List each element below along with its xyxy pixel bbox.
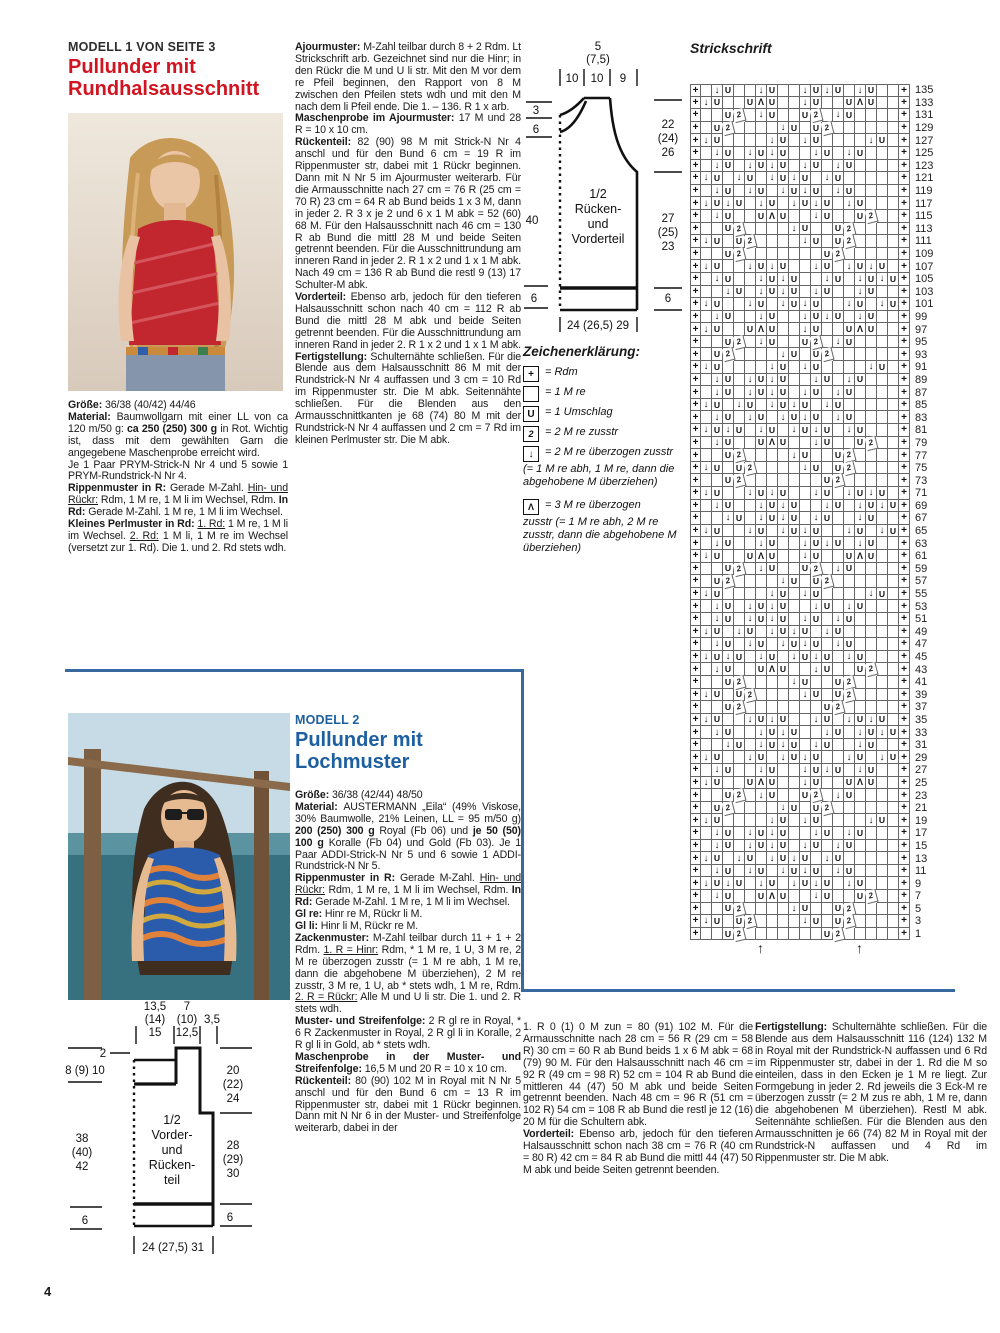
chart-row-number: 25 — [915, 776, 928, 789]
divider-rule-top — [65, 669, 523, 672]
svg-text:24: 24 — [226, 1093, 240, 1105]
chart-row-number: 5 — [915, 902, 922, 915]
model1-photo — [68, 113, 283, 391]
paragraph: Gl li: Hinr li M, Rückr re M. — [295, 919, 419, 932]
paragraph: Ajourmuster: M-Zahl teilbar durch 8 + 2 Rdm. Lt Strickschrift arb. Gezeichnet sind nur die Hinr; in den Rückr die M und U li str. Mit den M vor dem re Pfeil beginnen, den Rapport von 8 M zwischen den Pfeilen stets wdh und mit den M nach dem li Pfeil ende. Die 1. – 136. R 1 x arb. — [295, 41, 521, 113]
paragraph: Maschenprobe im Ajourmuster: 17 M und 28 R = 10 x 10 cm. — [295, 112, 521, 137]
svg-text:teil: teil — [164, 1173, 180, 1187]
chart-row-number: 17 — [915, 827, 928, 840]
paragraph: Maschenprobe in der Muster- und Streifenfolge: 16,5 M und 20 R = 10 x 10 cm. — [295, 1050, 521, 1075]
svg-text:12,5: 12,5 — [175, 1027, 199, 1039]
paragraph: Vorderteil: Ebenso arb, jedoch für den tieferen Halsausschnitt schon nach 38 cm = 76 R (40 cm = 80 R) 42 cm = 84 R ab Bund die mittl 44 (47) 50 M abk und beide Seiten getrennt beenden. — [523, 1128, 753, 1176]
model2-kicker: MODELL 2 — [295, 713, 360, 727]
chart-row-number: 13 — [915, 852, 928, 865]
paragraph: Rippenmuster in R: Gerade M-Zahl. Hin- und Rückr: Rdm, 1 M re, 1 M li im Wechsel, Rdm. In Rd: Gerade M-Zahl. 1 M re, 1 M li im Wechsel. — [68, 482, 288, 519]
strickschrift-chart — [690, 40, 940, 964]
svg-text:30: 30 — [226, 1168, 240, 1180]
svg-text:und: und — [161, 1143, 183, 1157]
svg-text:Vorderteil: Vorderteil — [571, 232, 625, 246]
plus-symbol-icon: + — [523, 366, 539, 382]
svg-text:Rücken-: Rücken- — [574, 202, 622, 216]
paragraph: 1. R 0 (1) 0 M zun = 80 (91) 102 M. Für die Armausschnitte nach 28 cm = 56 R (29 cm = 58 R) 30 cm = 60 R ab Bund beids 1 x 6 M abk = 68 (79) 90 M. Für den Halsausschnitt nach 46 cm = 92 R (49 cm = 98 R) 52 cm = 104 R ab Bund die mittleren 44 (47) 50 M abk und beide Seiten getrennt beenden. Nach 48 cm = 96 R (51 cm = 102 R) 54 cm = 108 R ab Bund die restl je 12 (16) 20 M für die Schultern abk. — [523, 1021, 753, 1129]
chart-row-number: 29 — [915, 751, 928, 764]
chart-row-number: 77 — [915, 449, 928, 462]
chart-row-number: 19 — [915, 814, 928, 827]
chart-row-number: 121 — [915, 172, 934, 185]
model1-left-column — [68, 400, 288, 555]
chart-row-number: 109 — [915, 248, 934, 261]
paragraph: Größe: 36/38 (40/42) 44/46 — [68, 399, 196, 411]
svg-text:27: 27 — [661, 213, 675, 225]
chart-row-number: 47 — [915, 638, 928, 651]
chart-row-number: 35 — [915, 713, 928, 726]
legend-item — [523, 366, 689, 382]
chart-row-number: 71 — [915, 487, 928, 500]
svg-text:(10): (10) — [176, 1014, 198, 1026]
strickschrift-grid: + ↓ U ↓ U ↓ U ↓ U ↓ U + 135 + ↓ U U Λ U ↓ U U Λ U + 133 + U 2 ↓ U U 2 ↓ U + 131 + U 2 ↓ U U 2 + 129 + ↓ U ↓ U ↓ U ↓ U + 127 + ↓ U ↓ U ↓ U ↓ U ↓ U + 125 + ↓ U ↓ U ↓ U ↓ U ↓ U + 123 + ↓ U ↓ U ↓ U ↓ U ↓ U + 121 + ↓ U ↓ U ↓ U ↓ U ↓ U + 119 + ↓ U ↓ U ↓ U ↓ U ↓ U ↓ U + 117 + ↓ U U Λ U ↓ U U 2 + 115 + U 2 ↓ U U 2 + 113 + ↓ U U 2 ↓ U U 2 + 111 + U 2 U 2 + 109 + ↓ U ↓ U ↓ U ↓ U ↓ U ↓ U + 107 + ↓ U ↓ U ↓ U ↓ U ↓ U ↓ U + 105 + ↓ U ↓ U ↓ U ↓ U ↓ U + 103 + ↓ U ↓ U ↓ U ↓ U ↓ U ↓ U + 101 + ↓ U ↓ U ↓ U ↓ U ↓ U + 99 + ↓ U U Λ U ↓ U U Λ U + 97 + U 2 ↓ U U 2 ↓ U + 95 + U 2 ↓ U U 2 + 93 + ↓ U ↓ U ↓ U ↓ U + 91 + ↓ U ↓ U ↓ U ↓ U ↓ U + 89 + ↓ U ↓ U ↓ U ↓ U ↓ U + 87 + ↓ U ↓ U ↓ U ↓ U ↓ U + 85 + ↓ U ↓ U ↓ U ↓ U ↓ U + 83 + ↓ U ↓ U ↓ U ↓ U ↓ U ↓ U + 81 + ↓ U U Λ U ↓ U U 2 + 79 + U 2 ↓ U U 2 + 77 + ↓ U U 2 ↓ U U 2 + 75 + U 2 U 2 + 73 + ↓ U ↓ U ↓ U ↓ U ↓ U ↓ U + 71 + ↓ U ↓ U ↓ U ↓ U ↓ U ↓ U + 69 + ↓ U ↓ U ↓ U ↓ U ↓ U + 67 + ↓ U ↓ U ↓ U ↓ U ↓ U ↓ U + 65 + ↓ U ↓ U ↓ U ↓ U ↓ U + 63 + ↓ U U Λ U ↓ U U Λ U + 61 + U 2 ↓ U U 2 ↓ U + 59 + U 2 ↓ U U 2 + 57 + ↓ U ↓ U ↓ U ↓ U + 55 + ↓ U ↓ U ↓ U ↓ U ↓ U + 53 + ↓ U ↓ U ↓ U ↓ U ↓ U + 51 + ↓ U ↓ U ↓ U ↓ U ↓ U + 49 + ↓ U ↓ U ↓ U ↓ U ↓ U + 47 + ↓ U ↓ U ↓ U ↓ U ↓ U ↓ U + 45 + ↓ U U Λ U ↓ U U 2 + 43 + U 2 ↓ U U 2 + 41 + ↓ U U 2 ↓ U U 2 + 39 + U 2 U 2 + 37 + ↓ U ↓ U ↓ U ↓ U ↓ U ↓ U + 35 + ↓ U ↓ U ↓ U ↓ U ↓ U ↓ U + 33 + ↓ U ↓ U ↓ U ↓ U ↓ U + 31 + ↓ U ↓ U ↓ U ↓ U ↓ U ↓ U + 29 + ↓ U ↓ U ↓ U ↓ U ↓ U + 27 + ↓ U U Λ U ↓ U U Λ U + 25 + U 2 ↓ U U 2 ↓ U + 23 + U 2 ↓ U U 2 + 21 + ↓ U ↓ U ↓ U ↓ U + 19 + ↓ U ↓ U ↓ U ↓ U ↓ U + 17 + ↓ U ↓ U ↓ U ↓ U ↓ U + 15 + ↓ U ↓ U ↓ U ↓ U ↓ U + 13 + ↓ U ↓ U ↓ U ↓ U ↓ U + 11 + ↓ U ↓ U ↓ U ↓ U ↓ U ↓ U + 9 + ↓ U U Λ U ↓ U U 2 + 7 + U 2 ↓ U U 2 + 5 + ↓ U U 2 ↓ U U 2 + 3 + U 2 U 2 + 1 — [690, 84, 940, 940]
chart-row-number: 23 — [915, 789, 928, 802]
chart-row-number: 73 — [915, 474, 928, 487]
svg-text:(29): (29) — [222, 1154, 244, 1166]
model2-photo-illustration — [68, 713, 290, 1000]
chart-row-number: 45 — [915, 651, 928, 664]
legend-item — [523, 426, 689, 442]
paragraph: Material: Baumwollgarn mit einer LL von ca 120 m/50 g: ca 250 (250) 300 g in Rot. Wichtig ist, dass mit dem gewählten Garn die angegebene Maschenprobe erreicht wird. — [68, 410, 288, 459]
chart-row-number: 7 — [915, 890, 922, 903]
model1-photo-illustration — [68, 113, 283, 391]
legend-item — [523, 406, 689, 422]
svg-text:6: 6 — [530, 293, 538, 305]
chart-row-number: 51 — [915, 613, 928, 626]
chart-row-number: 125 — [915, 147, 934, 160]
paragraph: Je 1 Paar PRYM-Strick-N Nr 4 und 5 sowie 1 PRYM-Rundstrick-N Nr 4. — [68, 458, 288, 483]
svg-text:10: 10 — [590, 73, 604, 85]
paragraph: Vorderteil: Ebenso arb, jedoch für den tieferen Halsausschnitt schon nach 40 cm = 112 R ab Bund die mittl 28 M abk und beide Seiten getrennt beenden. Für die Ausschnittrundung am inneren Rand in jeder 2. R 1 x 2 und 1 x 1 M abk. — [295, 291, 522, 351]
chart-row-number: 33 — [915, 726, 928, 739]
paragraph: Fertigstellung: Schulternähte schließen. Für die Blende aus dem Halsausschnitt 116 (124) 132 M in Royal mit der Rundstrick-N auffassen und 6 Rd im Rippenmuster str, dabei in der 1. Rd die M so einteilen, dass in den Ecken je 1 M re liegt. Zur Formgebung in jeder 2. Rd jeweils die 3 Eck-M re überzogen zusstr (= 2 M zus re abh, 1 M re, dann die abgehobenen M überziehen). Restl M abk. Seitennähte schließen. Für die Blenden aus den Armausschnitten je 66 (74) 82 M in Royal mit der Rundstrick-N auffassen und 4 Rd im Rippenmuster str. Die M abk. — [755, 1021, 987, 1164]
chart-title: Strickschrift — [690, 40, 772, 56]
legend-item-text: = 2 M re zusstr — [545, 426, 619, 438]
chart-row-number: 39 — [915, 688, 928, 701]
legend-item — [523, 499, 689, 555]
model2-continuation-column-2 — [755, 1022, 987, 1165]
svg-text:24 (26,5) 29: 24 (26,5) 29 — [566, 320, 630, 332]
chart-row-number: 65 — [915, 525, 928, 538]
svg-text:3,5: 3,5 — [204, 1014, 220, 1026]
model1-schematic — [518, 36, 688, 337]
legend-item-text: = 1 M re — [545, 386, 586, 398]
chart-row-number: 85 — [915, 399, 928, 412]
chart-row-number: 31 — [915, 739, 928, 752]
chart-row-number: 53 — [915, 600, 928, 613]
svg-text:6: 6 — [226, 1212, 234, 1224]
chart-row-number: 81 — [915, 424, 928, 437]
chart-row-number: 113 — [915, 222, 933, 235]
paragraph: Fertigstellung: Schulternähte schließen. Für die Blende aus dem Halsausschnitt 86 M mit der Rundstrick-N Nr 4 auffassen und 3 cm = 10 Rd im Rippenmuster str. Die M abk. Seitennähte schließen. Für die Blenden aus den Armausschnittkanten je 68 (74) 80 M mit der Rundstrick-N Nr 4 auffassen und 2 cm = 7 Rd im kleinen Perlmuster str. Die M abk. — [295, 350, 521, 446]
a-symbol-icon: Λ — [523, 499, 539, 515]
model1-title-line2: Rundhalsausschnitt — [68, 78, 260, 100]
chart-row-number: 123 — [915, 159, 934, 172]
chart-row-number: 79 — [915, 436, 928, 449]
legend-item-text: = 3 M re überzogen — [545, 499, 641, 511]
chart-row-number: 131 — [915, 109, 934, 122]
v-symbol-icon: ↓ — [523, 446, 539, 462]
legend-title: Zeichenerklärung: — [523, 344, 641, 359]
paragraph: Material: AUSTERMANN „Eila“ (49% Viskose, 30% Baumwolle, 21% Leinen, LL = 95 m/50 g) 200 (250) 300 g Royal (Fb 06) und je 50 (50) 100 g Koralle (Fb 04) und Gold (Fb 03). Je 1 Paar ADDI-Strick-N Nr 5 und 6 sowie 1 ADDI-Rundstrick-N Nr 5. — [295, 800, 522, 873]
svg-text:(14): (14) — [144, 1014, 166, 1026]
svg-text:5: 5 — [594, 41, 602, 53]
chart-row-number: 115 — [915, 210, 933, 223]
chart-row-number: 69 — [915, 499, 928, 512]
svg-text:Vorder-: Vorder- — [151, 1128, 193, 1142]
chart-row-number: 43 — [915, 663, 928, 676]
paragraph: Gl re: Hinr re M, Rückr li M. — [295, 908, 423, 921]
chart-row-number: 89 — [915, 373, 928, 386]
chart-row-number: 91 — [915, 361, 928, 374]
chart-row-number: 41 — [915, 676, 928, 689]
svg-text:20: 20 — [226, 1065, 240, 1077]
model2-schematic-drawing — [60, 996, 290, 1288]
model2-middle-column — [295, 790, 521, 1135]
empty-symbol-icon — [523, 386, 539, 402]
chart-row-number: 111 — [915, 235, 932, 248]
chart-row-number: 95 — [915, 336, 928, 349]
svg-text:38: 38 — [75, 1133, 89, 1145]
model2-title-line2: Lochmuster — [295, 751, 410, 773]
chart-row-number: 9 — [915, 877, 922, 890]
legend-item — [523, 446, 689, 489]
chart-row-number: 107 — [915, 260, 934, 273]
svg-text:23: 23 — [661, 241, 675, 253]
chart-row-number: 67 — [915, 512, 928, 525]
chart-row-number: 93 — [915, 348, 928, 361]
chart-row-number: 99 — [915, 310, 928, 323]
svg-text:42: 42 — [75, 1161, 89, 1173]
page-number: 4 — [44, 1284, 52, 1299]
chart-row-number: 59 — [915, 562, 928, 575]
svg-text:(40): (40) — [71, 1147, 93, 1159]
svg-text:40: 40 — [525, 215, 539, 227]
rapport-arrow-icon: ↑ — [757, 940, 764, 957]
model2-schematic — [60, 996, 290, 1293]
model2-photo — [68, 713, 290, 1000]
model1-kicker: MODELL 1 VON SEITE 3 — [68, 40, 216, 54]
chart-row-number: 135 — [915, 84, 934, 97]
paragraph: Zackenmuster: M-Zahl teilbar durch 11 + 1 + 2 Rdm. 1. R = Hinr: Rdm, * 1 M re, 1 U, 3 M re, 2 M re überzogen zusstr (= 1 M re abh, 1 M re, dann die abgehobene M überziehen), 2 M re zusstr, 3 M re, 1 U, ab * stets wdh, 1 M re, Rdm. 2. R = Rückr: Alle M und U li str. Die 1. und 2. R stets wdh. — [295, 931, 521, 1016]
model1-header — [68, 40, 292, 100]
chart-row-number: 3 — [915, 915, 922, 928]
svg-text:6: 6 — [81, 1215, 89, 1227]
u-symbol-icon: U — [523, 406, 539, 422]
paragraph: Größe: 36/38 (42/44) 48/50 — [295, 789, 423, 801]
svg-text:3: 3 — [532, 105, 540, 117]
model2-continuation-column-1 — [523, 1022, 753, 1177]
svg-text:8 (9) 10: 8 (9) 10 — [65, 1065, 105, 1077]
paragraph: Rückenteil: 80 (90) 102 M in Royal mit N Nr 5 anschl und für den Bund 6 cm = 13 R im Rippenmuster str, dabei mit 1 Rückr beginnen. Dann mit N Nr 6 in der Muster- und Streifenfolge weiterarb, dabei in der — [295, 1074, 521, 1135]
model1-title-line1: Pullunder mit — [68, 56, 196, 78]
svg-text:(22): (22) — [222, 1079, 244, 1091]
rapport-arrows — [690, 940, 910, 964]
legend-item — [523, 386, 689, 402]
svg-text:Rücken-: Rücken- — [148, 1158, 196, 1172]
chart-row-number: 87 — [915, 386, 928, 399]
paragraph: Rippenmuster in R: Gerade M-Zahl. Hin- und Rückr: Rdm, 1 M re, 1 M li im Wechsel, Rdm. In Rd: Gerade M-Zahl. 1 M re, 1 M li im Wechsel. — [295, 872, 521, 909]
chart-row-number: 55 — [915, 588, 928, 601]
divider-rule-bottom — [521, 989, 955, 992]
chart-row-number: 1 — [915, 928, 922, 941]
chart-row-number: 101 — [915, 298, 934, 311]
chart-row-number: 11 — [915, 865, 927, 878]
legend-item-continuation: zusstr (= 1 M re abh, 2 M re zusstr, dann die abgehobene M überziehen) — [523, 516, 677, 554]
chart-row-number: 75 — [915, 462, 928, 475]
chart-row-number: 97 — [915, 323, 928, 336]
legend-item-continuation: (= 1 M re abh, 1 M re, dann die abgehobene M überziehen) — [523, 463, 675, 488]
z-symbol-icon: 2 — [523, 426, 539, 442]
chart-row-number: 27 — [915, 764, 928, 777]
chart-row-number: 129 — [915, 122, 934, 135]
svg-text:7: 7 — [183, 1001, 191, 1013]
svg-text:2: 2 — [99, 1048, 107, 1060]
svg-text:24 (27,5) 31: 24 (27,5) 31 — [141, 1242, 205, 1254]
chart-row-number: 83 — [915, 411, 928, 424]
model1-schematic-drawing — [518, 36, 688, 332]
chart-row-number: 61 — [915, 550, 928, 563]
svg-text:(7,5): (7,5) — [586, 54, 610, 66]
model1-middle-column — [295, 42, 521, 447]
svg-text:13,5: 13,5 — [143, 1001, 167, 1013]
paragraph: Rückenteil: 82 (90) 98 M mit Strick-N Nr 4 anschl und für den Bund 6 cm = 19 R im Rippenmuster str, dabei mit 1 Rückr beginnen. Dann mit N Nr 5 im Ajourmuster weiterarb. Für die Armausschnitte nach 27 cm = 76 R (25 cm = 70 R) 23 cm = 64 R ab Bund beids 1 x 3 M, dann in jeder 2. R 3 x je 2 und 6 x 1 M abk = 52 (60) 68 M. Für den Halsausschnitt nach 46 cm = 130 R ab Bund die mittl 28 M und beide Seiten getrennt beenden. Für die Ausschnittrundung am inneren Rand in jeder 2. R 1 x 2 und 1 x 1 M abk. Nach 49 cm = 136 R ab Bund die restl 9 (13) 17 Schulter-M abk. — [295, 136, 521, 292]
svg-text:(25): (25) — [657, 227, 679, 239]
legend-item-text: = 1 Umschlag — [545, 406, 613, 418]
chart-row-number: 37 — [915, 701, 928, 714]
svg-text:1/2: 1/2 — [163, 1113, 181, 1127]
chart-row-number: 119 — [915, 185, 933, 198]
chart-row-number: 103 — [915, 285, 934, 298]
rapport-arrow-icon: ↑ — [856, 940, 863, 957]
chart-row-number: 49 — [915, 625, 928, 638]
svg-text:10: 10 — [565, 73, 579, 85]
chart-row-number: 15 — [915, 839, 928, 852]
legend — [523, 344, 689, 559]
svg-text:15: 15 — [148, 1027, 162, 1039]
svg-text:22: 22 — [661, 119, 675, 131]
svg-text:und: und — [587, 217, 609, 231]
chart-row-number: 105 — [915, 273, 934, 286]
legend-item-text: = Rdm — [545, 366, 578, 378]
model2-header — [295, 713, 521, 773]
chart-row-number: 21 — [915, 802, 928, 815]
chart-row-number: 127 — [915, 134, 934, 147]
chart-row-number: 63 — [915, 537, 928, 550]
legend-item-text: = 2 M re überzogen zusstr — [545, 446, 674, 458]
svg-text:26: 26 — [661, 147, 675, 159]
svg-text:28: 28 — [226, 1140, 240, 1152]
chart-row-number: 57 — [915, 575, 928, 588]
chart-row-number: 133 — [915, 96, 934, 109]
svg-text:6: 6 — [532, 124, 540, 136]
divider-rule-vertical — [521, 669, 524, 991]
svg-text:1/2: 1/2 — [589, 187, 607, 201]
svg-text:9: 9 — [619, 73, 627, 85]
chart-row-number: 117 — [915, 197, 933, 210]
model2-title-line1: Pullunder mit — [295, 729, 423, 751]
svg-text:6: 6 — [664, 293, 672, 305]
paragraph: Muster- und Streifenfolge: 2 R gl re in Royal, * 6 R Zackenmuster in Royal, 2 R gl li in Koralle, 2 R gl li in Gold, ab * stets wdh. — [295, 1015, 522, 1052]
svg-text:(24): (24) — [657, 133, 679, 145]
legend-items — [523, 366, 689, 555]
paragraph: Kleines Perlmuster in Rd: 1. Rd: 1 M re, 1 M li im Wechsel. 2. Rd: 1 M li, 1 M re im Wechsel (versetzt zur 1. Rd). Die 1. und 2. Rd stets wdh. — [68, 518, 289, 554]
